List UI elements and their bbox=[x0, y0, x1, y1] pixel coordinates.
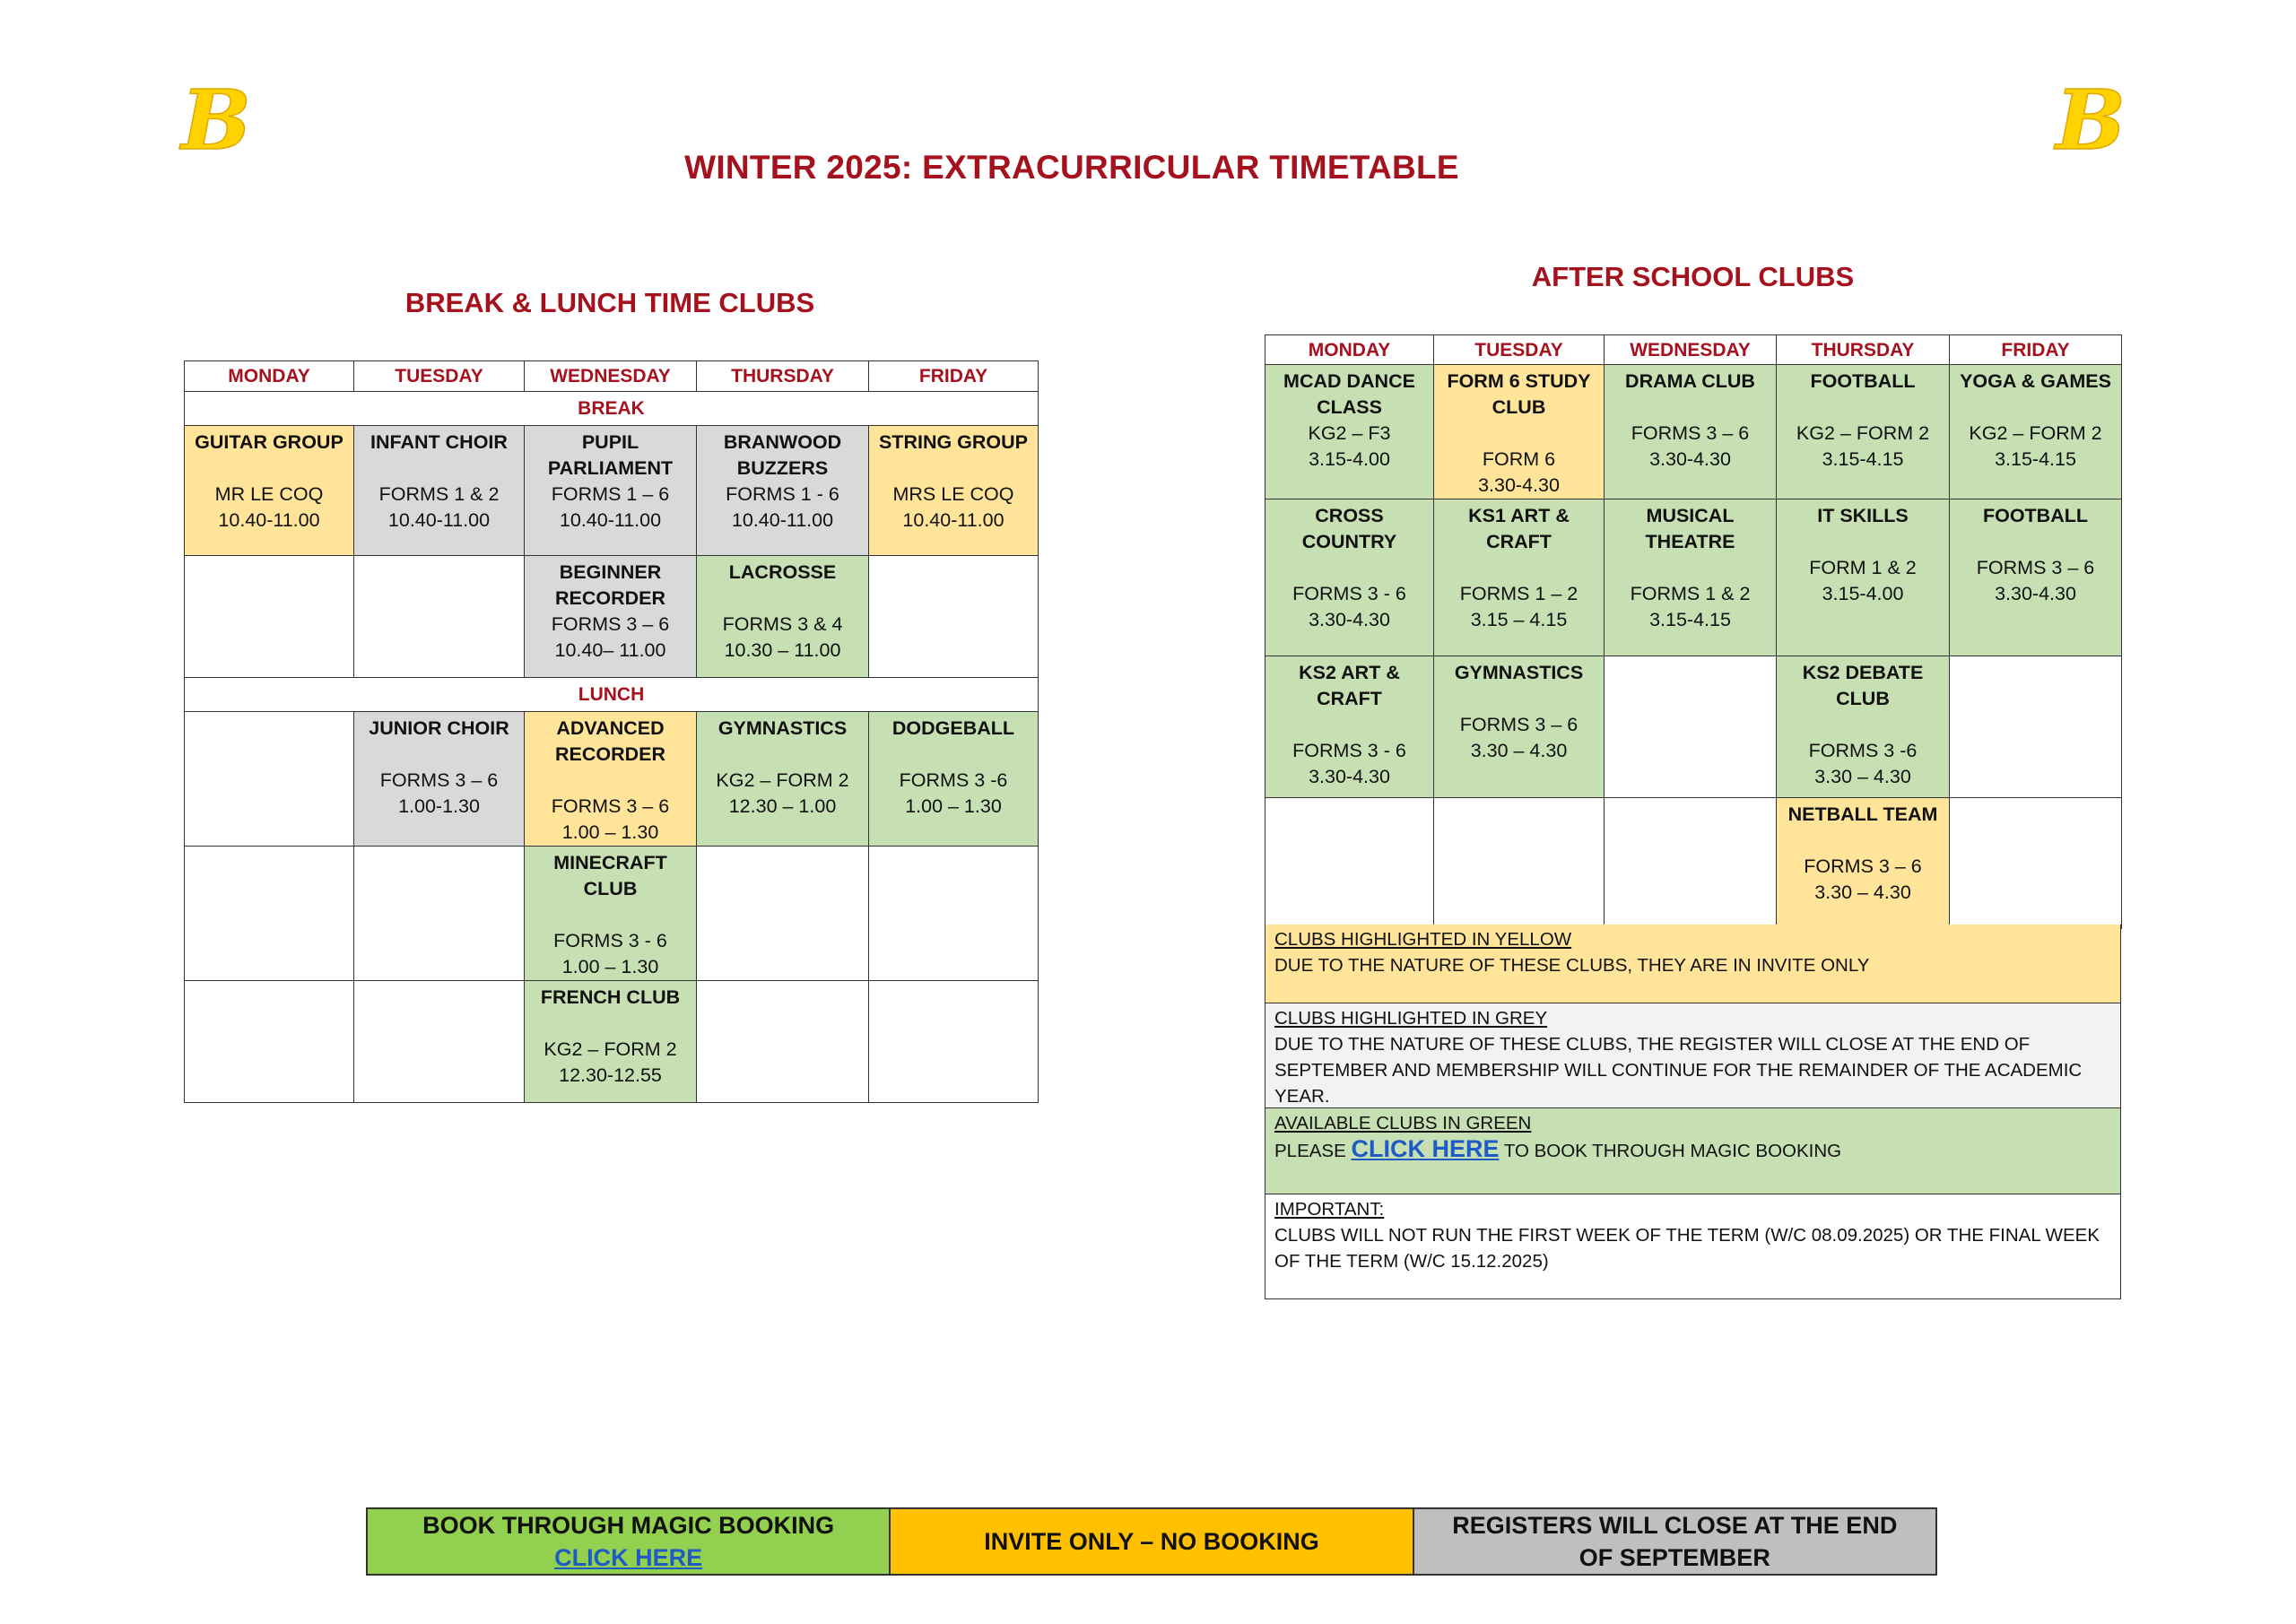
note-green bbox=[1265, 1108, 2121, 1194]
club-name: ADVANCED RECORDER bbox=[554, 717, 666, 765]
club-cell-junior-choir bbox=[354, 712, 525, 847]
after-school-notes bbox=[1265, 925, 2121, 1299]
club-name: PUPIL PARLIAMENT bbox=[547, 431, 674, 479]
club-detail: FORMS 1 & 2 bbox=[1630, 583, 1751, 604]
club-name: INFANT CHOIR bbox=[370, 431, 508, 453]
club-detail: FORMS 3 – 6 bbox=[551, 613, 670, 635]
club-detail: KG2 – FORM 2 bbox=[544, 1038, 677, 1060]
spacer bbox=[873, 456, 1034, 482]
spacer bbox=[528, 902, 692, 928]
club-name: FORM 6 STUDY CLUB bbox=[1447, 370, 1591, 418]
club-detail: FORMS 3 -6 bbox=[1808, 740, 1918, 761]
page-title: WINTER 2025: EXTRACURRICULAR TIMETABLE bbox=[684, 149, 1459, 186]
club-detail: FORMS 3 – 6 bbox=[1976, 557, 2095, 578]
spacer bbox=[1780, 712, 1945, 738]
club-name: STRING GROUP bbox=[878, 431, 1029, 453]
club-detail: FORM 1 & 2 bbox=[1809, 557, 1917, 578]
club-detail: 10.40-11.00 bbox=[731, 509, 834, 531]
club-detail: FORMS 3 – 6 bbox=[1459, 714, 1578, 735]
club-cell-string-group bbox=[869, 426, 1039, 556]
club-cell-yoga-and-games bbox=[1950, 365, 2122, 499]
club-cell-advanced-recorder bbox=[525, 712, 697, 847]
spacer bbox=[1953, 395, 2118, 421]
club-detail: 1.00 – 1.30 bbox=[561, 821, 659, 843]
legend-booking-link[interactable]: CLICK HERE bbox=[554, 1544, 703, 1571]
club-name: NETBALL TEAM bbox=[1787, 803, 1938, 825]
club-cell-musical-theatre bbox=[1605, 499, 1777, 656]
club-name: BRANWOOD BUZZERS bbox=[723, 431, 842, 479]
club-cell-ks2-art-and-craft bbox=[1265, 656, 1434, 798]
club-detail: KG2 – FORM 2 bbox=[1796, 422, 1930, 444]
spacer bbox=[700, 742, 865, 768]
club-detail: 3.30 – 4.30 bbox=[1814, 766, 1911, 787]
club-detail: 10.40-11.00 bbox=[559, 509, 662, 531]
table-row bbox=[1265, 656, 2122, 798]
spacer bbox=[1608, 395, 1772, 421]
empty-cell bbox=[869, 981, 1039, 1103]
day-header-monday: MONDAY bbox=[185, 361, 354, 392]
club-name: BEGINNER RECORDER bbox=[554, 561, 666, 609]
note-yellow-heading: CLUBS HIGHLIGHTED IN YELLOW bbox=[1274, 929, 1572, 950]
logo-letter: B bbox=[2056, 77, 2126, 169]
empty-cell bbox=[1265, 798, 1434, 929]
day-header-friday: FRIDAY bbox=[1950, 335, 2122, 365]
club-detail: 3.15-4.00 bbox=[1309, 448, 1390, 470]
note-important-text: CLUBS WILL NOT RUN THE FIRST WEEK OF THE TERM (W/C 08.09.2025) OR THE FINAL WEEK OF THE TERM (W/C 15.12.2025) bbox=[1274, 1225, 2100, 1272]
club-name: FRENCH CLUB bbox=[540, 986, 681, 1008]
day-header-thursday: THURSDAY bbox=[697, 361, 869, 392]
club-cell-french-club bbox=[525, 981, 697, 1103]
club-cell-football bbox=[1777, 365, 1950, 499]
spacer bbox=[358, 742, 520, 768]
club-name: LACROSSE bbox=[728, 561, 837, 583]
club-cell-form-6-study-club bbox=[1434, 365, 1605, 499]
spacer bbox=[1269, 555, 1430, 581]
club-name: MCAD DANCE CLASS bbox=[1283, 370, 1415, 418]
empty-cell bbox=[185, 847, 354, 981]
day-header-wednesday: WEDNESDAY bbox=[525, 361, 697, 392]
club-detail: FORMS 1 & 2 bbox=[378, 483, 500, 505]
empty-cell bbox=[354, 981, 525, 1103]
club-detail: FORMS 3 – 6 bbox=[1804, 855, 1922, 877]
spacer bbox=[700, 586, 865, 612]
club-detail: 3.30-4.30 bbox=[1649, 448, 1731, 470]
club-detail: FORMS 3 – 6 bbox=[1631, 422, 1750, 444]
spacer bbox=[873, 742, 1034, 768]
club-detail: 10.40-11.00 bbox=[218, 509, 320, 531]
empty-cell bbox=[1434, 798, 1605, 929]
spacer bbox=[1438, 686, 1600, 712]
table-row bbox=[1265, 365, 2122, 499]
empty-cell bbox=[354, 847, 525, 981]
empty-cell bbox=[185, 712, 354, 847]
break-lunch-table bbox=[184, 360, 1039, 1103]
club-detail: FORM 6 bbox=[1482, 448, 1556, 470]
day-header-tuesday: TUESDAY bbox=[1434, 335, 1605, 365]
empty-cell bbox=[869, 847, 1039, 981]
club-name: DRAMA CLUB bbox=[1625, 370, 1755, 392]
club-cell-gymnastics bbox=[697, 712, 869, 847]
legend-grey-label: REGISTERS WILL CLOSE AT THE END OF SEPTEMBER bbox=[1452, 1512, 1898, 1571]
after-school-title: AFTER SCHOOL CLUBS bbox=[1531, 261, 1855, 292]
club-cell-cross-country bbox=[1265, 499, 1434, 656]
spacer bbox=[358, 456, 520, 482]
club-name: GYMNASTICS bbox=[718, 717, 848, 739]
table-row bbox=[185, 556, 1039, 678]
club-detail: 3.15-4.15 bbox=[1995, 448, 2076, 470]
note-yellow-text: DUE TO THE NATURE OF THESE CLUBS, THEY ARE IN INVITE ONLY bbox=[1274, 955, 1870, 976]
club-name: CROSS COUNTRY bbox=[1301, 505, 1397, 552]
empty-cell bbox=[1605, 656, 1777, 798]
club-detail: 3.30-4.30 bbox=[1478, 474, 1560, 496]
club-name: DODGEBALL bbox=[891, 717, 1015, 739]
club-detail: FORMS 3 – 6 bbox=[551, 795, 670, 817]
break-lunch-title: BREAK & LUNCH TIME CLUBS bbox=[404, 287, 815, 318]
empty-cell bbox=[869, 556, 1039, 678]
day-header-monday: MONDAY bbox=[1265, 335, 1434, 365]
club-detail: FORMS 1 – 2 bbox=[1459, 583, 1578, 604]
empty-cell bbox=[354, 556, 525, 678]
club-detail: MRS LE COQ bbox=[892, 483, 1014, 505]
club-cell-it-skills bbox=[1777, 499, 1950, 656]
club-name: FOOTBALL bbox=[1982, 505, 2089, 526]
spacer bbox=[188, 456, 350, 482]
table-row bbox=[1265, 798, 2122, 929]
club-detail: KG2 – F3 bbox=[1308, 422, 1391, 444]
club-detail: 3.15-4.00 bbox=[1822, 583, 1904, 604]
club-detail: FORMS 3 - 6 bbox=[1292, 740, 1406, 761]
club-name: GYMNASTICS bbox=[1454, 662, 1584, 683]
empty-cell bbox=[1950, 656, 2122, 798]
empty-cell bbox=[1950, 798, 2122, 929]
club-detail: FORMS 3 – 6 bbox=[379, 769, 499, 791]
club-detail: 1.00 – 1.30 bbox=[905, 795, 1002, 817]
club-detail: 10.30 – 11.00 bbox=[724, 639, 841, 661]
empty-cell bbox=[697, 847, 869, 981]
club-cell-gymnastics bbox=[1434, 656, 1605, 798]
legend-green bbox=[368, 1509, 891, 1574]
club-name: GUITAR GROUP bbox=[195, 431, 344, 453]
club-detail: 3.30 – 4.30 bbox=[1814, 881, 1911, 903]
club-detail: 3.30-4.30 bbox=[1309, 609, 1390, 630]
club-detail: 12.30 – 1.00 bbox=[728, 795, 837, 817]
table-row bbox=[185, 981, 1039, 1103]
spacer bbox=[1780, 529, 1945, 555]
table-row bbox=[1265, 499, 2122, 656]
club-name: KS2 ART & CRAFT bbox=[1299, 662, 1400, 709]
club-cell-netball-team bbox=[1777, 798, 1950, 929]
club-name: MUSICAL THEATRE bbox=[1645, 505, 1735, 552]
club-detail: FORMS 3 - 6 bbox=[1292, 583, 1406, 604]
legend-grey bbox=[1414, 1509, 1935, 1574]
club-detail: 3.30 – 4.30 bbox=[1470, 740, 1568, 761]
club-cell-dodgeball bbox=[869, 712, 1039, 847]
club-name: YOGA & GAMES bbox=[1960, 370, 2111, 392]
club-name: KS1 ART & CRAFT bbox=[1468, 505, 1570, 552]
club-detail: 10.40– 11.00 bbox=[554, 639, 666, 661]
spacer bbox=[1780, 828, 1945, 854]
club-detail: 10.40-11.00 bbox=[902, 509, 1004, 531]
club-detail: 10.40-11.00 bbox=[387, 509, 491, 531]
club-detail: FORMS 3 -6 bbox=[899, 769, 1008, 791]
empty-cell bbox=[1605, 798, 1777, 929]
club-cell-ks2-debate-club bbox=[1777, 656, 1950, 798]
legend-green-label: BOOK THROUGH MAGIC BOOKING bbox=[422, 1512, 835, 1539]
note-green-prefix: PLEASE bbox=[1274, 1141, 1346, 1161]
colour-legend bbox=[366, 1507, 1937, 1576]
spacer bbox=[1269, 712, 1430, 738]
spacer bbox=[1608, 555, 1772, 581]
section-band: BREAK bbox=[185, 392, 1039, 426]
club-detail: FORMS 3 - 6 bbox=[553, 930, 667, 951]
section-band: LUNCH bbox=[185, 678, 1039, 712]
club-detail: MR LE COQ bbox=[214, 483, 324, 505]
club-detail: 1.00-1.30 bbox=[398, 795, 480, 817]
club-cell-branwood-buzzers bbox=[697, 426, 869, 556]
spacer bbox=[528, 1011, 692, 1037]
note-yellow bbox=[1265, 925, 2121, 1003]
club-detail: FORMS 1 - 6 bbox=[726, 483, 839, 505]
logo-letter: B bbox=[181, 77, 251, 169]
note-green-heading: AVAILABLE CLUBS IN GREEN bbox=[1274, 1113, 1532, 1133]
spacer bbox=[528, 768, 692, 794]
club-cell-lacrosse bbox=[697, 556, 869, 678]
club-detail: 3.30-4.30 bbox=[1309, 766, 1390, 787]
day-header-thursday: THURSDAY bbox=[1777, 335, 1950, 365]
empty-cell bbox=[185, 556, 354, 678]
club-detail: 3.30-4.30 bbox=[1995, 583, 2076, 604]
table-row bbox=[185, 847, 1039, 981]
club-detail: FORMS 3 & 4 bbox=[722, 613, 843, 635]
club-detail: 12.30-12.55 bbox=[559, 1064, 662, 1086]
after-school-table bbox=[1265, 334, 2122, 929]
club-name: KS2 DEBATE CLUB bbox=[1802, 662, 1924, 709]
spacer bbox=[1953, 529, 2118, 555]
club-cell-beginner-recorder bbox=[525, 556, 697, 678]
spacer bbox=[1438, 421, 1600, 447]
club-name: FOOTBALL bbox=[1810, 370, 1916, 392]
club-detail: 1.00 – 1.30 bbox=[561, 956, 659, 977]
legend-yellow bbox=[891, 1509, 1413, 1574]
club-name: IT SKILLS bbox=[1817, 505, 1909, 526]
club-cell-guitar-group bbox=[185, 426, 354, 556]
club-cell-pupil-parliament bbox=[525, 426, 697, 556]
spacer bbox=[1438, 555, 1600, 581]
club-cell-football bbox=[1950, 499, 2122, 656]
club-cell-ks1-art-and-craft bbox=[1434, 499, 1605, 656]
note-grey bbox=[1265, 1003, 2121, 1108]
club-name: JUNIOR CHOIR bbox=[369, 717, 509, 739]
table-row bbox=[185, 426, 1039, 556]
club-cell-infant-choir bbox=[354, 426, 525, 556]
day-header-tuesday: TUESDAY bbox=[354, 361, 525, 392]
club-cell-drama-club bbox=[1605, 365, 1777, 499]
table-row bbox=[185, 712, 1039, 847]
club-cell-minecraft-club bbox=[525, 847, 697, 981]
club-detail: 3.15-4.15 bbox=[1649, 609, 1731, 630]
legend-yellow-label: INVITE ONLY – NO BOOKING bbox=[984, 1528, 1319, 1555]
empty-cell bbox=[185, 981, 354, 1103]
magic-booking-link[interactable]: CLICK HERE bbox=[1351, 1135, 1500, 1162]
day-header-wednesday: WEDNESDAY bbox=[1605, 335, 1777, 365]
club-detail: FORMS 1 – 6 bbox=[551, 483, 670, 505]
note-important-heading: IMPORTANT: bbox=[1274, 1199, 1385, 1220]
club-name: MINECRAFT CLUB bbox=[553, 852, 667, 899]
club-detail: KG2 – FORM 2 bbox=[1969, 422, 2102, 444]
note-green-suffix: TO BOOK THROUGH MAGIC BOOKING bbox=[1503, 1141, 1842, 1161]
club-detail: 3.15-4.15 bbox=[1822, 448, 1904, 470]
empty-cell bbox=[697, 981, 869, 1103]
note-grey-heading: CLUBS HIGHLIGHTED IN GREY bbox=[1274, 1008, 1548, 1029]
note-important bbox=[1265, 1194, 2121, 1299]
club-cell-mcad-dance-class bbox=[1265, 365, 1434, 499]
club-detail: 3.15 – 4.15 bbox=[1470, 609, 1568, 630]
club-detail: KG2 – FORM 2 bbox=[716, 769, 849, 791]
note-grey-text: DUE TO THE NATURE OF THESE CLUBS, THE REGISTER WILL CLOSE AT THE END OF SEPTEMBER AND MEMBERSHIP WILL CONTINUE FOR THE REMAINDER OF THE ACADEMIC YEAR. bbox=[1274, 1034, 2083, 1107]
spacer bbox=[1780, 395, 1945, 421]
day-header-friday: FRIDAY bbox=[869, 361, 1039, 392]
